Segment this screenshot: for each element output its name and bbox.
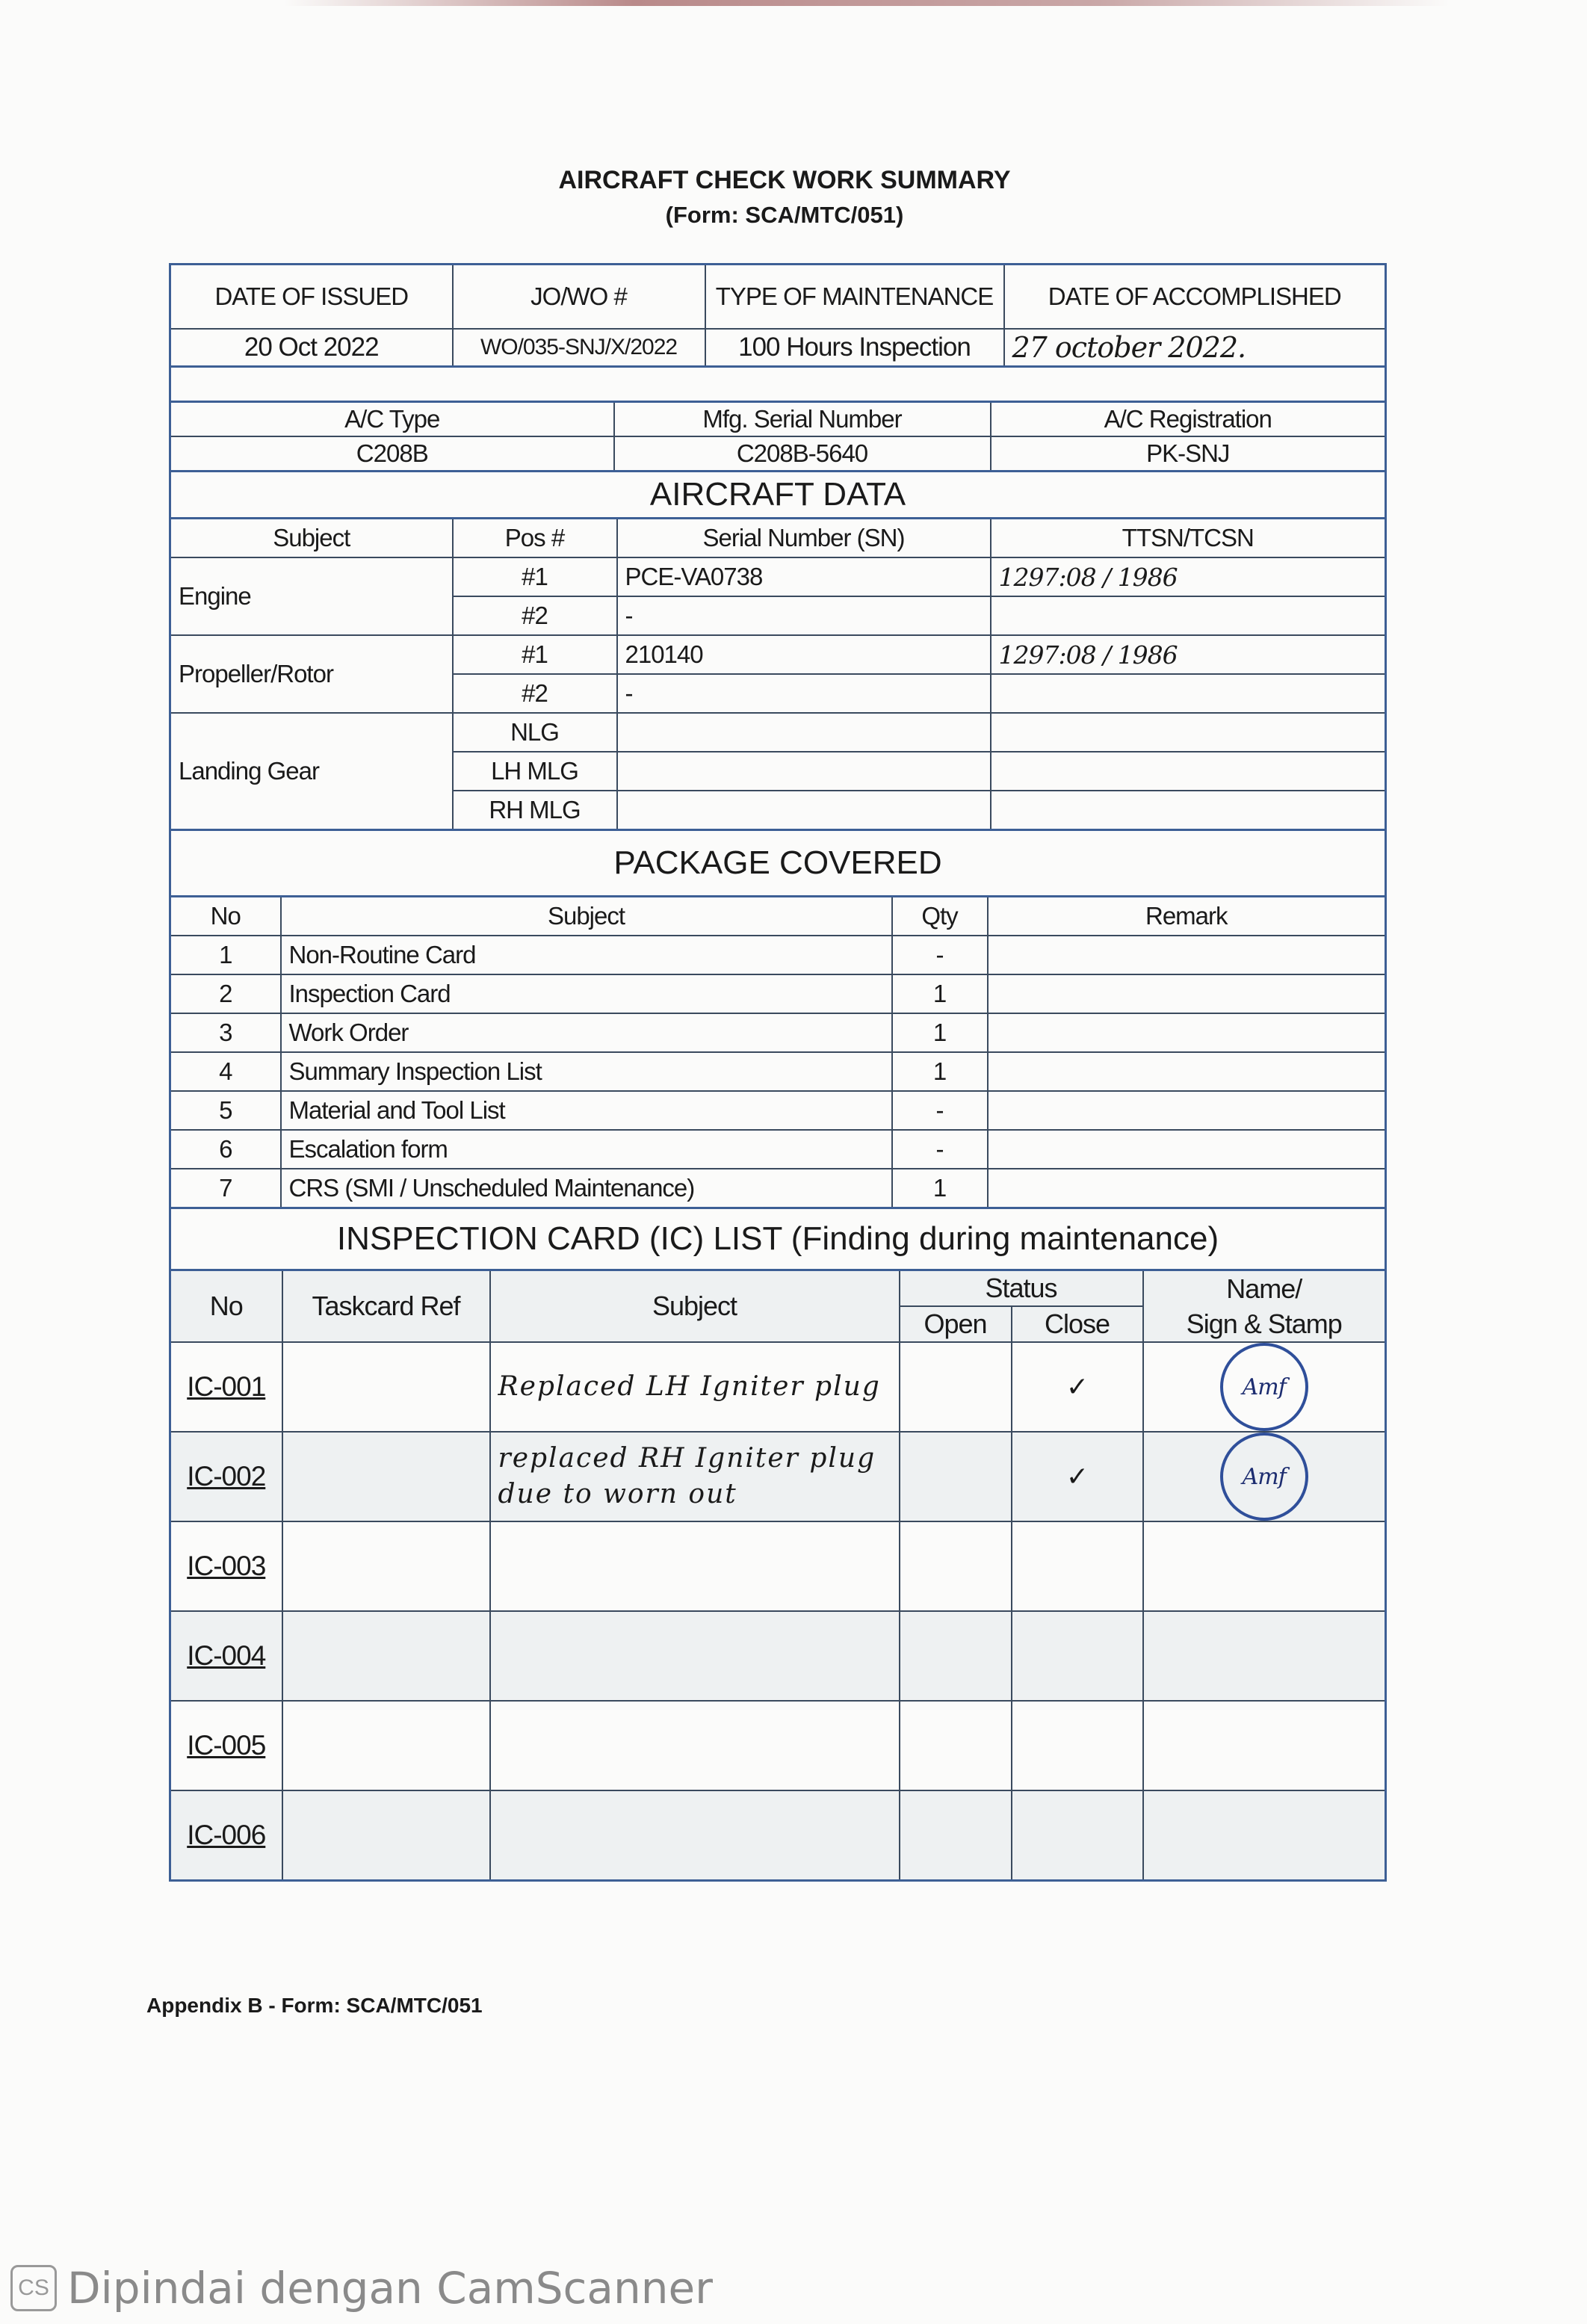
serial-number: 210140 — [617, 635, 991, 674]
serial-number — [617, 791, 991, 830]
ic-sign — [1143, 1342, 1386, 1432]
col-open: Open — [900, 1306, 1012, 1342]
engine-label: Engine — [170, 557, 453, 635]
serial-number — [617, 713, 991, 752]
ic-close — [1012, 1790, 1143, 1881]
row-remark — [988, 1130, 1386, 1169]
check-icon: ✓ — [1012, 1432, 1143, 1521]
ic-open — [900, 1342, 1012, 1432]
pos: #2 — [453, 596, 617, 635]
row-qty: 1 — [892, 1169, 988, 1208]
row-remark — [988, 1169, 1386, 1208]
form-title: AIRCRAFT CHECK WORK SUMMARY — [558, 166, 1011, 194]
col-no: No — [170, 1270, 282, 1343]
inspection-title: INSPECTION CARD (IC) LIST (Finding during maintenance) — [169, 1209, 1387, 1269]
ttsn-value: 1297:08 / 1986 — [991, 635, 1386, 674]
col-no: No — [170, 897, 281, 936]
camscanner-icon: CS — [10, 2265, 57, 2311]
row-subject: Work Order — [281, 1013, 892, 1052]
package-table — [169, 895, 1387, 1209]
ic-sign — [1143, 1790, 1386, 1881]
row-subject: Escalation form — [281, 1130, 892, 1169]
ic-open — [900, 1521, 1012, 1611]
col-taskcard: Taskcard Ref — [282, 1270, 490, 1343]
row-qty: - — [892, 936, 988, 974]
serial-label: Mfg. Serial Number — [614, 402, 991, 437]
ic-number: IC-006 — [170, 1790, 282, 1881]
row-no: 7 — [170, 1169, 281, 1208]
ic-taskcard — [282, 1432, 490, 1521]
ttsn-value — [991, 596, 1386, 635]
ic-number: IC-004 — [170, 1611, 282, 1701]
appendix-note — [146, 1994, 483, 2018]
ic-subject: Replaced LH Igniter plug — [490, 1342, 900, 1432]
ic-number: IC-005 — [170, 1701, 282, 1790]
col-qty: Qty — [892, 897, 988, 936]
ic-subject — [490, 1611, 900, 1701]
row-no: 4 — [170, 1052, 281, 1091]
header-label-date-accomplished: DATE OF ACCOMPLISHED — [1004, 265, 1386, 330]
col-name: Name/ — [1143, 1270, 1386, 1307]
date-accomplished: 27 october 2022. — [1004, 329, 1386, 367]
ac-type: C208B — [170, 436, 614, 472]
header-table — [169, 263, 1387, 368]
row-qty: 1 — [892, 974, 988, 1013]
signature: Amf — [1242, 1373, 1286, 1400]
ttsn-value — [991, 674, 1386, 713]
serial-number: PCE-VA0738 — [617, 557, 991, 596]
ic-taskcard — [282, 1790, 490, 1881]
ttsn-value: 1297:08 / 1986 — [991, 557, 1386, 596]
serial-number — [617, 752, 991, 791]
appendix-code: SCA/MTC/051 — [346, 1994, 483, 2017]
landing-gear-label: Landing Gear — [170, 713, 453, 830]
row-no: 2 — [170, 974, 281, 1013]
row-remark — [988, 1013, 1386, 1052]
form-code: (Form: SCA/MTC/051) — [665, 202, 904, 228]
inspection-table — [169, 1269, 1387, 1882]
col-subject: Subject — [170, 519, 453, 558]
aircraft-data-table — [169, 517, 1387, 831]
aircraft-table — [169, 401, 1387, 472]
ic-subject: replaced RH Igniter plug due to worn out — [490, 1432, 900, 1521]
row-no: 5 — [170, 1091, 281, 1130]
ic-open — [900, 1432, 1012, 1521]
form-frame — [169, 263, 1387, 1882]
ic-taskcard — [282, 1611, 490, 1701]
row-no: 3 — [170, 1013, 281, 1052]
aircraft-data-title: AIRCRAFT DATA — [169, 472, 1387, 517]
ic-number: IC-002 — [170, 1432, 282, 1521]
ic-sign — [1143, 1701, 1386, 1790]
package-title: PACKAGE COVERED — [169, 831, 1387, 895]
row-subject: Material and Tool List — [281, 1091, 892, 1130]
check-icon: ✓ — [1012, 1342, 1143, 1432]
ic-taskcard — [282, 1342, 490, 1432]
col-sn: Serial Number (SN) — [617, 519, 991, 558]
ic-taskcard — [282, 1701, 490, 1790]
signature: Amf — [1242, 1463, 1286, 1490]
row-qty: - — [892, 1091, 988, 1130]
ic-sign — [1143, 1521, 1386, 1611]
ic-subject — [490, 1521, 900, 1611]
header-label-type: TYPE OF MAINTENANCE — [705, 265, 1004, 330]
ttsn-value — [991, 752, 1386, 791]
col-status: Status — [900, 1270, 1143, 1307]
ic-taskcard — [282, 1521, 490, 1611]
serial-number: - — [617, 596, 991, 635]
scan-edge — [284, 0, 1450, 6]
col-pos: Pos # — [453, 519, 617, 558]
col-remark: Remark — [988, 897, 1386, 936]
ic-sign — [1143, 1432, 1386, 1521]
propeller-label: Propeller/Rotor — [170, 635, 453, 713]
row-remark — [988, 1091, 1386, 1130]
ic-close — [1012, 1701, 1143, 1790]
row-remark — [988, 974, 1386, 1013]
ic-subject — [490, 1790, 900, 1881]
col-subject: Subject — [490, 1270, 900, 1343]
pos: LH MLG — [453, 752, 617, 791]
ic-open — [900, 1611, 1012, 1701]
ttsn-value — [991, 791, 1386, 830]
header-label-jowo: JO/WO # — [453, 265, 705, 330]
row-subject: CRS (SMI / Unscheduled Maintenance) — [281, 1169, 892, 1208]
row-no: 1 — [170, 936, 281, 974]
pos: #2 — [453, 674, 617, 713]
ic-close — [1012, 1611, 1143, 1701]
camscanner-text: Dipindai dengan CamScanner — [67, 2263, 714, 2314]
ic-open — [900, 1790, 1012, 1881]
pos: RH MLG — [453, 791, 617, 830]
stamp-icon — [1220, 1343, 1308, 1431]
ac-type-label: A/C Type — [170, 402, 614, 437]
spacer — [169, 368, 1387, 401]
row-qty: 1 — [892, 1052, 988, 1091]
ic-sign — [1143, 1611, 1386, 1701]
pos: #1 — [453, 635, 617, 674]
mfg-serial: C208B-5640 — [614, 436, 991, 472]
row-subject: Inspection Card — [281, 974, 892, 1013]
ic-number: IC-001 — [170, 1342, 282, 1432]
row-qty: - — [892, 1130, 988, 1169]
jo-wo-number: WO/035-SNJ/X/2022 — [453, 329, 705, 367]
ic-close — [1012, 1521, 1143, 1611]
camscanner-watermark — [10, 2263, 713, 2314]
header-label-date-issued: DATE OF ISSUED — [170, 265, 453, 330]
registration-label: A/C Registration — [991, 402, 1386, 437]
row-remark — [988, 936, 1386, 974]
serial-number: - — [617, 674, 991, 713]
pos: #1 — [453, 557, 617, 596]
row-no: 6 — [170, 1130, 281, 1169]
row-subject: Summary Inspection List — [281, 1052, 892, 1091]
pos: NLG — [453, 713, 617, 752]
maintenance-type: 100 Hours Inspection — [705, 329, 1004, 367]
ic-subject — [490, 1701, 900, 1790]
col-close: Close — [1012, 1306, 1143, 1342]
row-qty: 1 — [892, 1013, 988, 1052]
col-subject: Subject — [281, 897, 892, 936]
appendix-prefix: Appendix B - Form: — [146, 1994, 341, 2017]
stamp-icon — [1220, 1433, 1308, 1521]
ic-open — [900, 1701, 1012, 1790]
ic-number: IC-003 — [170, 1521, 282, 1611]
date-issued: 20 Oct 2022 — [170, 329, 453, 367]
col-ttsn: TTSN/TCSN — [991, 519, 1386, 558]
col-sign-stamp: Sign & Stamp — [1143, 1306, 1386, 1342]
ac-registration: PK-SNJ — [991, 436, 1386, 472]
row-remark — [988, 1052, 1386, 1091]
ttsn-value — [991, 713, 1386, 752]
row-subject: Non-Routine Card — [281, 936, 892, 974]
